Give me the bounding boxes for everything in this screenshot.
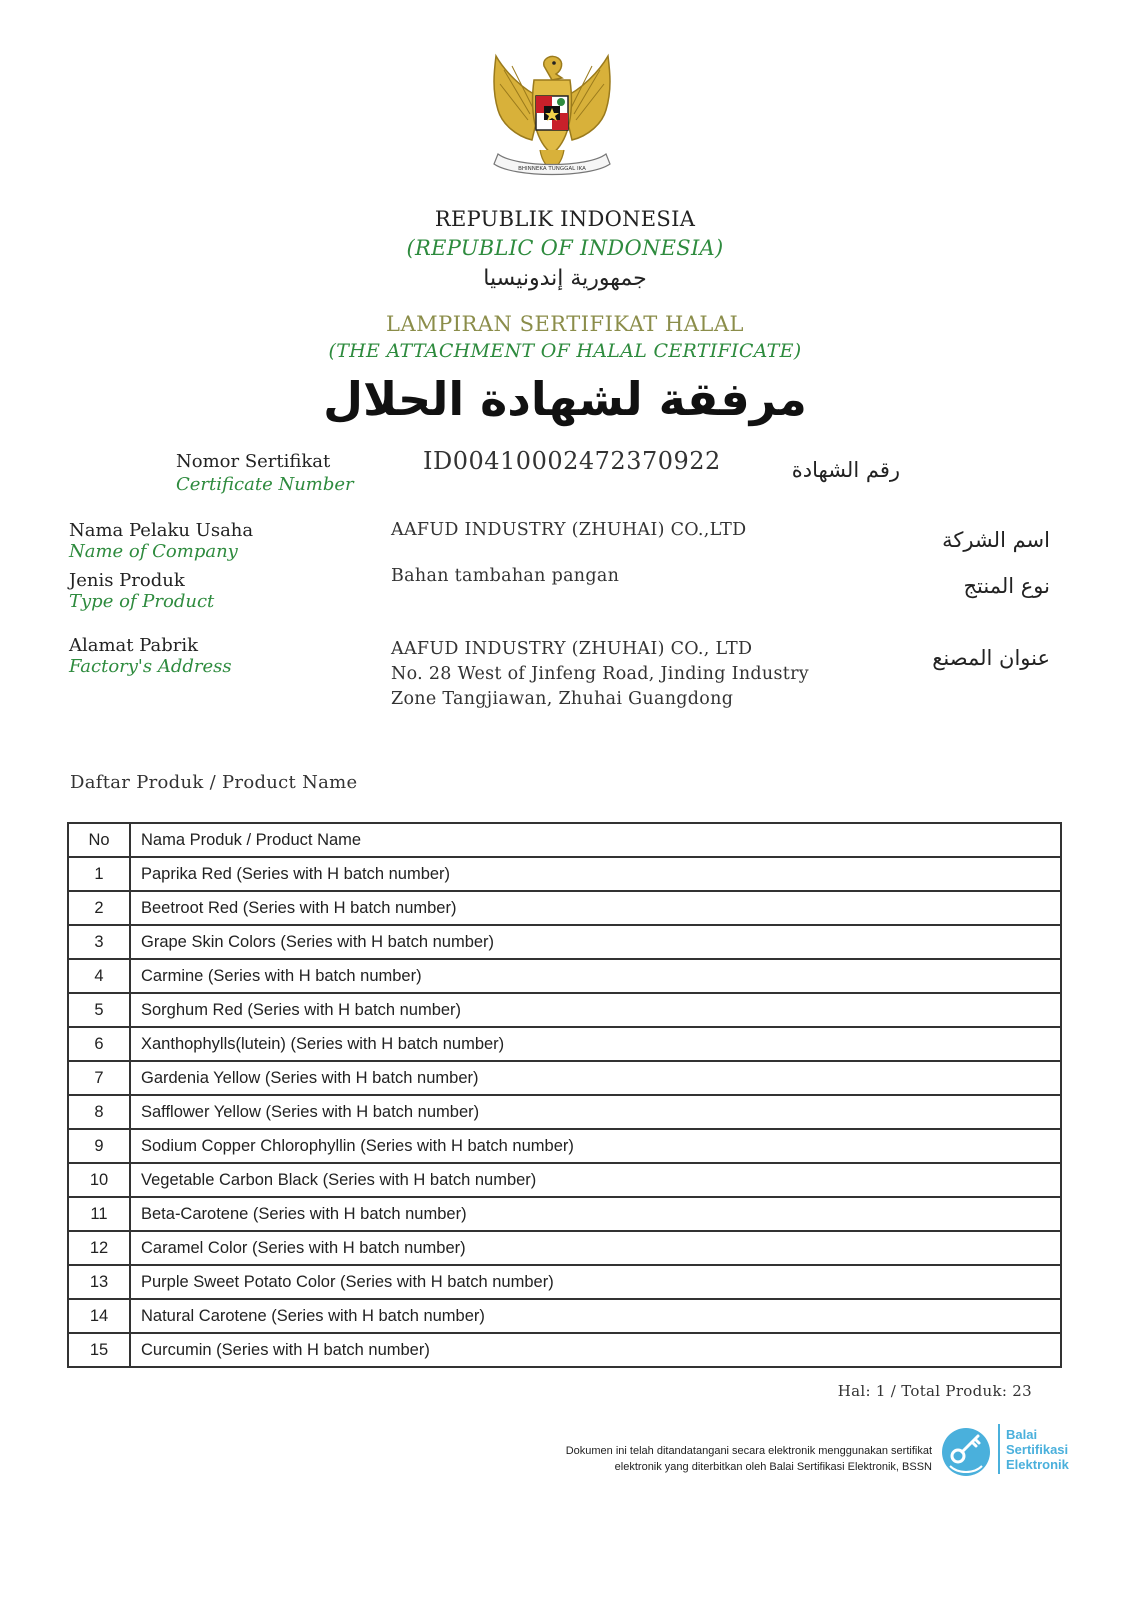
doc-title-en: (THE ATTACHMENT OF HALAL CERTIFICATE)	[328, 340, 802, 362]
product-name: Xanthophylls(lutein) (Series with H batch number)	[130, 1027, 1061, 1061]
cert-number-label-ar: رقم الشهادة	[791, 458, 900, 482]
signature-note	[500, 1443, 932, 1475]
country-name-en: (REPUBLIC OF INDONESIA)	[406, 236, 724, 260]
row-number: 1	[68, 857, 130, 891]
product-name: Caramel Color (Series with H batch number)	[130, 1231, 1061, 1265]
row-number: 6	[68, 1027, 130, 1061]
product-name: Beetroot Red (Series with H batch number)	[130, 891, 1061, 925]
row-number: 3	[68, 925, 130, 959]
row-number: 7	[68, 1061, 130, 1095]
cert-number-label: Nomor Sertifikat	[176, 451, 331, 472]
product-name: Safflower Yellow (Series with H batch number)	[130, 1095, 1061, 1129]
factory-label: Alamat Pabrik	[69, 635, 199, 656]
row-number: 9	[68, 1129, 130, 1163]
bse-logo-line2: Sertifikasi	[1006, 1442, 1069, 1457]
product-type-value: Bahan tambahan pangan	[391, 566, 620, 586]
product-type-label-en: Type of Product	[69, 591, 215, 612]
garuda-emblem	[482, 50, 622, 190]
row-number: 10	[68, 1163, 130, 1197]
product-name: Purple Sweet Potato Color (Series with H batch number)	[130, 1265, 1061, 1299]
row-number: 2	[68, 891, 130, 925]
column-header-name: Nama Produk / Product Name	[130, 823, 1061, 857]
doc-title-ar: مرفقة لشهادة الحلال	[323, 372, 807, 426]
product-name: Vegetable Carbon Black (Series with H batch number)	[130, 1163, 1061, 1197]
country-name-ar: جمهورية إندونيسيا	[483, 266, 647, 291]
product-name: Natural Carotene (Series with H batch number)	[130, 1299, 1061, 1333]
product-table	[67, 822, 1062, 1368]
product-name: Sodium Copper Chlorophyllin (Series with H batch number)	[130, 1129, 1061, 1163]
table-row	[68, 1265, 1061, 1299]
row-number: 14	[68, 1299, 130, 1333]
company-label-ar: اسم الشركة	[942, 528, 1050, 552]
table-header-row	[68, 823, 1061, 857]
company-label-en: Name of Company	[69, 541, 238, 562]
factory-label-ar: عنوان المصنع	[932, 646, 1050, 670]
country-name-id: REPUBLIK INDONESIA	[434, 207, 696, 231]
product-name: Gardenia Yellow (Series with H batch number)	[130, 1061, 1061, 1095]
bse-logo-line3: Elektronik	[1006, 1457, 1069, 1472]
product-type-label: Jenis Produk	[69, 570, 185, 591]
row-number: 15	[68, 1333, 130, 1367]
product-name: Carmine (Series with H batch number)	[130, 959, 1061, 993]
table-row	[68, 993, 1061, 1027]
product-name: Beta-Carotene (Series with H batch number)	[130, 1197, 1061, 1231]
table-row	[68, 1095, 1061, 1129]
row-number: 13	[68, 1265, 130, 1299]
row-number: 5	[68, 993, 130, 1027]
product-list-heading: Daftar Produk / Product Name	[70, 772, 358, 793]
product-name: Paprika Red (Series with H batch number)	[130, 857, 1061, 891]
bse-logo-text	[1006, 1427, 1069, 1472]
bse-logo-line1: Balai	[1006, 1427, 1038, 1442]
column-header-no: No	[68, 823, 130, 857]
product-name: Sorghum Red (Series with H batch number)	[130, 993, 1061, 1027]
table-row	[68, 1197, 1061, 1231]
table-row	[68, 1163, 1061, 1197]
table-row	[68, 1231, 1061, 1265]
cert-number-value: ID00410002472370922	[423, 447, 721, 475]
product-name: Curcumin (Series with H batch number)	[130, 1333, 1061, 1367]
table-row	[68, 891, 1061, 925]
table-row	[68, 959, 1061, 993]
row-number: 8	[68, 1095, 130, 1129]
table-row	[68, 1299, 1061, 1333]
emblem-motto: BHINNEKA TUNGGAL IKA	[518, 166, 586, 172]
bse-logo-icon	[940, 1424, 996, 1480]
table-row	[68, 857, 1061, 891]
table-row	[68, 1061, 1061, 1095]
row-number: 11	[68, 1197, 130, 1231]
doc-title-id: LAMPIRAN SERTIFIKAT HALAL	[386, 312, 744, 336]
table-row	[68, 1129, 1061, 1163]
company-label: Nama Pelaku Usaha	[69, 520, 254, 541]
factory-address-line3: Zone Tangjiawan, Zhuhai Guangdong	[391, 689, 734, 709]
table-row	[68, 1027, 1061, 1061]
product-type-label-ar: نوع المنتج	[963, 574, 1050, 598]
row-number: 4	[68, 959, 130, 993]
cert-number-label-en: Certificate Number	[176, 474, 354, 495]
factory-address-line1: AAFUD INDUSTRY (ZHUHAI) CO., LTD	[391, 639, 753, 659]
signature-note-line2: elektronik yang diterbitkan oleh Balai Sertifikasi Elektronik, BSSN	[614, 1461, 932, 1473]
table-row	[68, 925, 1061, 959]
pagination-info: Hal: 1 / Total Produk: 23	[837, 1382, 1032, 1400]
table-row	[68, 1333, 1061, 1367]
row-number: 12	[68, 1231, 130, 1265]
company-value: AAFUD INDUSTRY (ZHUHAI) CO.,LTD	[391, 520, 747, 540]
factory-address-line2: No. 28 West of Jinfeng Road, Jinding Industry	[391, 664, 809, 684]
product-name: Grape Skin Colors (Series with H batch number)	[130, 925, 1061, 959]
factory-label-en: Factory's Address	[69, 656, 232, 677]
signature-note-line1: Dokumen ini telah ditandatangani secara elektronik menggunakan sertifikat	[565, 1445, 932, 1457]
bse-logo-divider	[998, 1424, 1000, 1474]
